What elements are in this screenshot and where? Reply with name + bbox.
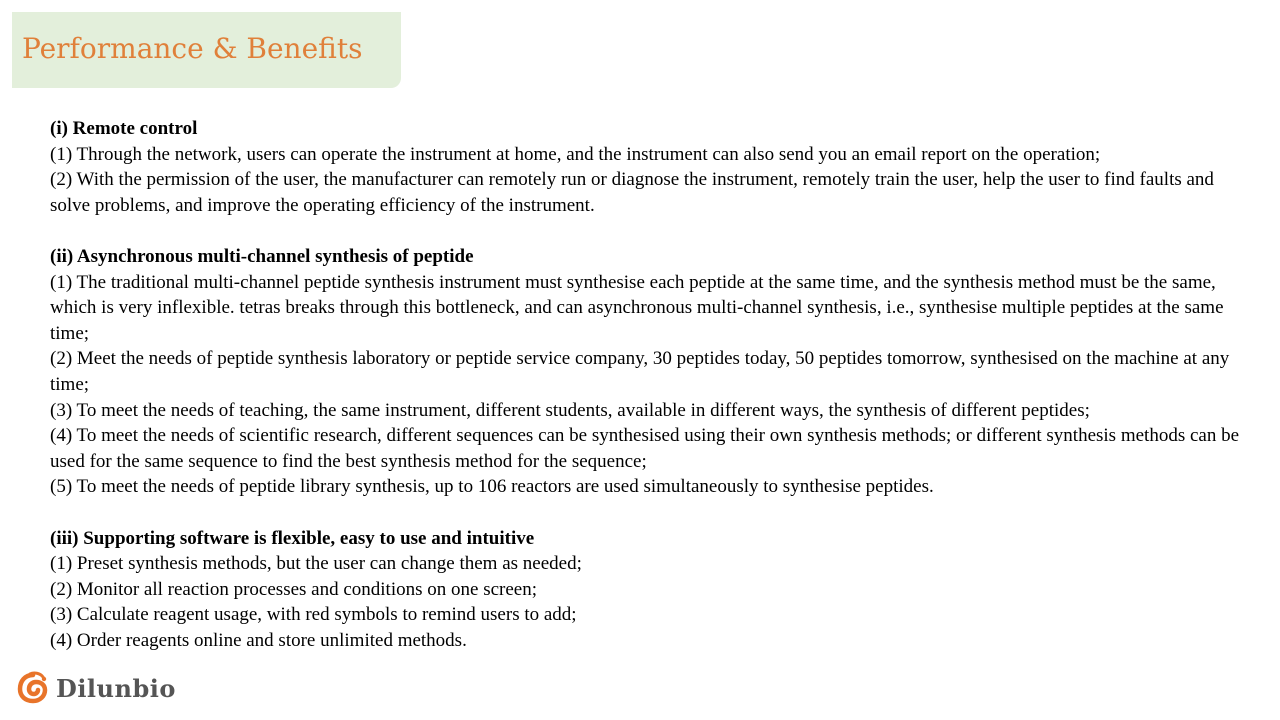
list-item: (2) Meet the needs of peptide synthesis laboratory or peptide service company, 30 peptides today, 50 peptides tomorrow, synthesised on the machine at any time; — [50, 348, 1230, 395]
section-supporting-software — [50, 526, 1250, 654]
dilunbio-swirl-logo-icon — [16, 671, 50, 705]
list-item: (1) The traditional multi-channel peptide synthesis instrument must synthesise each peptide at the same time, and the synthesis method must be the same, which is very inflexible. tetras breaks through this bottleneck, and can asynchronous multi-channel synthesis, i.e., synthesise multiple peptides at the same time; — [50, 271, 1224, 344]
list-item: (2) Monitor all reaction processes and conditions on one screen; — [50, 578, 537, 600]
list-item: (1) Preset synthesis methods, but the user can change them as needed; — [50, 553, 582, 575]
page-title: Performance & Benefits — [22, 32, 363, 65]
list-item: (4) To meet the needs of scientific research, different sequences can be synthesised using their own synthesis methods; or different synthesis methods can be used for the same sequence to find the best synthesis method for the sequence; — [50, 425, 1240, 472]
company-logo — [16, 668, 176, 708]
title-banner — [12, 12, 401, 88]
list-item: (2) With the permission of the user, the manufacturer can remotely run or diagnose the instrument, remotely train the user, help the user to find faults and solve problems, and improve the operating efficiency of the instrument. — [50, 169, 1214, 216]
list-item: (4) Order reagents online and store unlimited methods. — [50, 629, 467, 651]
section-asynchronous-synthesis — [50, 244, 1250, 500]
logo-text: Dilunbio — [56, 673, 176, 703]
list-item: (5) To meet the needs of peptide library synthesis, up to 106 reactors are used simultaneously to synthesise peptides. — [50, 476, 934, 498]
list-item: (1) Through the network, users can operate the instrument at home, and the instrument can also send you an email report on the operation; — [50, 143, 1101, 165]
list-item: (3) Calculate reagent usage, with red symbols to remind users to add; — [50, 604, 577, 626]
section-heading: (iii) Supporting software is flexible, easy to use and intuitive — [50, 527, 535, 549]
section-remote-control — [50, 116, 1250, 218]
list-item: (3) To meet the needs of teaching, the same instrument, different students, available in different ways, the synthesis of different peptides; — [50, 399, 1090, 421]
main-content — [50, 116, 1250, 653]
section-heading: (ii) Asynchronous multi-channel synthesis of peptide — [50, 245, 474, 267]
section-heading: (i) Remote control — [50, 118, 198, 139]
